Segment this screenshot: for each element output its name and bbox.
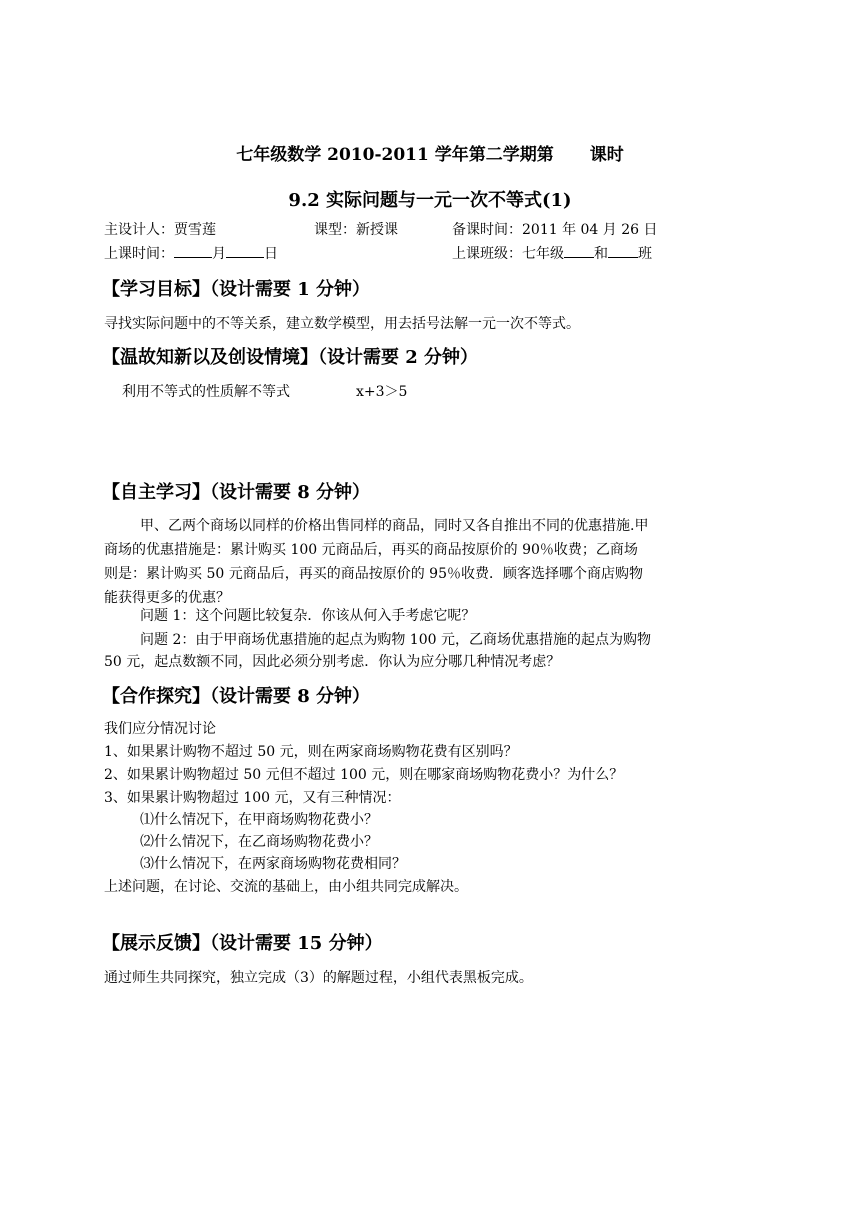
self-study-line: 50 元，起点数额不同，因此必须分别考虑．你认为应分哪几种情况考虑？ — [104, 654, 561, 670]
review-text: 利用不等式的性质解不等式 — [122, 384, 290, 400]
lesson-title: 9.2 实际问题与一元一次不等式(1) — [288, 190, 572, 211]
goals-text: 寻找实际问题中的不等关系，建立数学模型，用去括号法解一元一次不等式。 — [104, 316, 580, 332]
question-1: 问题 1：这个问题比较复杂．你该从何入手考虑它呢？ — [140, 608, 476, 624]
title-suffix: 课时 — [589, 145, 624, 165]
self-study-heading: 【自主学习】（设计需要 8 分钟） — [102, 482, 371, 503]
class-time-row — [104, 243, 278, 263]
question-2: 问题 2：由于甲商场优惠措施的起点为购物 100 元，乙商场优惠措施的起点为购物 — [140, 632, 651, 648]
day-label: 日 — [264, 246, 278, 262]
class-row — [452, 243, 652, 263]
class-label: 上课班级：七年级 — [452, 246, 564, 262]
ban-label: 班 — [638, 246, 652, 262]
cooperation-subitem: ⑴什么情况下，在甲商场购物花费小？ — [140, 812, 378, 828]
cooperation-line: 上述问题，在讨论、交流的基础上，由小组共同完成解决。 — [104, 879, 468, 895]
cooperation-line: 3、如果累计购物超过 100 元，又有三种情况： — [104, 790, 401, 806]
feedback-heading: 【展示反馈】（设计需要 15 分钟） — [102, 933, 383, 954]
self-study-line: 商场的优惠措施是：累计购买 100 元商品后，再买的商品按原价的 90％收费；乙商场 — [104, 542, 638, 558]
prep-time-label: 备课时间：2011 年 04 月 26 日 — [452, 222, 658, 238]
month-blank — [174, 243, 212, 258]
class-blank-2 — [608, 243, 638, 258]
page-title — [0, 140, 860, 165]
review-heading: 【温故知新以及创设情境】（设计需要 2 分钟） — [102, 347, 479, 368]
self-study-line: 能获得更多的优惠？ — [104, 590, 230, 606]
cooperation-line: 2、如果累计购物超过 50 元但不超过 100 元，则在哪家商场购物花费小？为什么？ — [104, 767, 624, 783]
class-time-label: 上课时间： — [104, 246, 174, 262]
cooperation-subitem: ⑶什么情况下，在两家商场购物花费相同？ — [140, 856, 406, 872]
cooperation-line: 1、如果累计购物不超过 50 元，则在两家商场购物花费有区别吗？ — [104, 744, 518, 760]
month-label: 月 — [212, 246, 226, 262]
day-blank — [226, 243, 264, 258]
cooperation-subitem: ⑵什么情况下，在乙商场购物花费小？ — [140, 834, 378, 850]
lesson-type-label: 课型：新授课 — [314, 222, 398, 238]
self-study-line: 甲、乙两个商场以同样的价格出售同样的商品，同时又各自推出不同的优惠措施.甲 — [140, 518, 649, 534]
goals-heading: 【学习目标】（设计需要 1 分钟） — [102, 279, 371, 300]
and-label: 和 — [594, 246, 608, 262]
feedback-text: 通过师生共同探究，独立完成（3）的解题过程，小组代表黑板完成。 — [104, 970, 533, 986]
review-formula: x+3＞5 — [356, 384, 408, 400]
self-study-line: 则是：累计购买 50 元商品后，再买的商品按原价的 95％收费．顾客选择哪个商店购物 — [104, 566, 643, 582]
cooperation-heading: 【合作探究】（设计需要 8 分钟） — [102, 686, 371, 707]
title-prefix: 七年级数学 2010-2011 学年第二学期第 — [236, 145, 554, 165]
class-blank-1 — [564, 243, 594, 258]
cooperation-line: 我们应分情况讨论 — [104, 721, 216, 737]
designer-label: 主设计人：贾雪莲 — [104, 222, 216, 238]
